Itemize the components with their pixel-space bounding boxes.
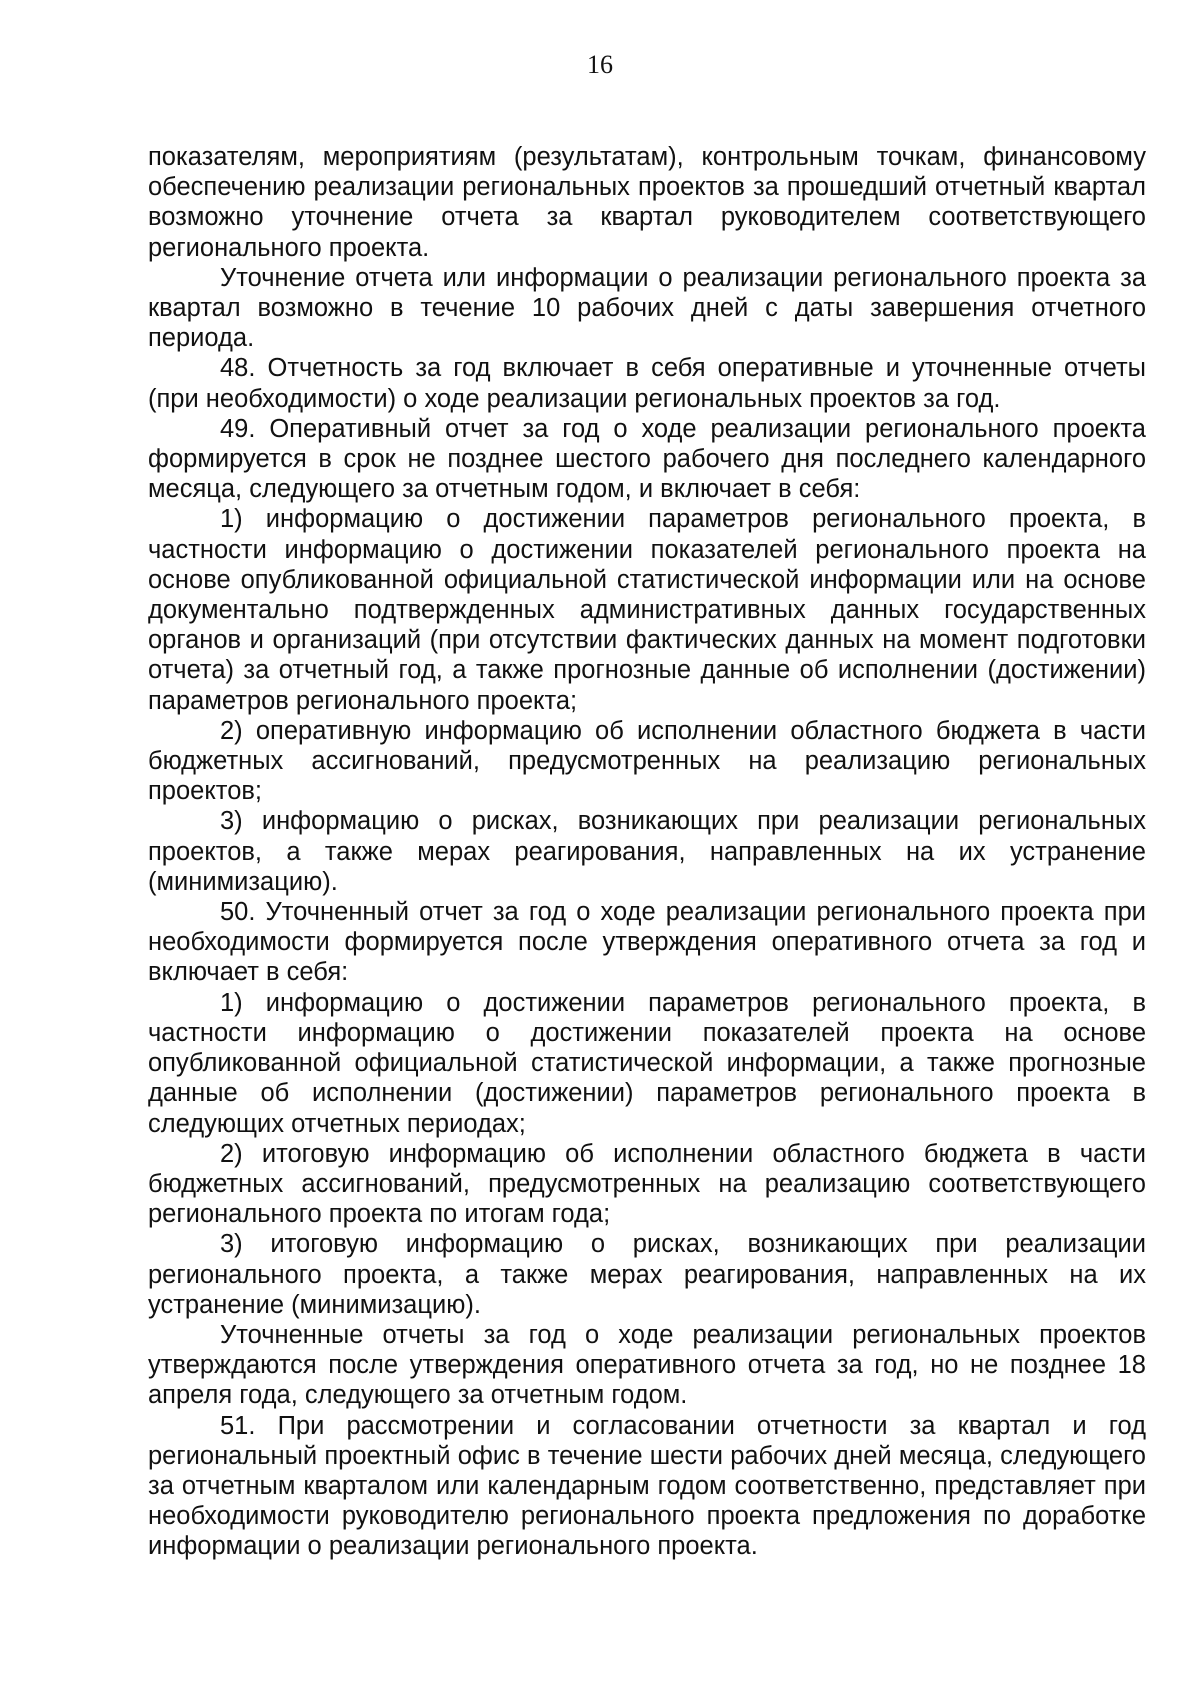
paragraph-item-48: 48. Отчетность за год включает в себя оперативные и уточненные отчеты (при необходимости) о ходе реализации региональных проектов за год.: [148, 354, 1146, 413]
page-number: 16: [587, 50, 613, 79]
paragraph-item-50: 50. Уточненный отчет за год о ходе реализации регионального проекта при необходимости формируется после утверждения оперативного отчета за год и включает в себя:: [148, 898, 1146, 987]
paragraph-item-50-sub-1: 1) информацию о достижении параметров регионального проекта, в частности информацию о достижении показателей проекта на основе опубликованной официальной статистической информации, а также прогнозные данные об исполнении (достижении) параметров регионального проекта в следующих отчетных периодах;: [148, 988, 1146, 1138]
paragraph-continuation: показателям, мероприятиям (результатам), контрольным точкам, финансовому обеспечению реализации региональных проектов за прошедший отчетный квартал возможно уточнение отчета за квартал руководителем соответствующего регионального проекта.: [148, 143, 1146, 262]
paragraph-item-51: 51. При рассмотрении и согласовании отчетности за квартал и год региональный проектный офис в течение шести рабочих дней месяца, следующего за отчетным кварталом или календарным годом соответственно, представляет при необходимости руководителю регионального проекта предложения по доработке информации о реализации регионального проекта.: [148, 1411, 1146, 1561]
paragraph-item-49-sub-1: 1) информацию о достижении параметров регионального проекта, в частности информацию о достижении показателей регионального проекта на основе опубликованной официальной статистической информации или на основе документально подтвержденных административных данных государственных органов и организаций (при отсутствии фактических данных на момент подготовки отчета) за отчетный год, а также прогнозные данные об исполнении (достижении) параметров регионального проекта;: [148, 505, 1146, 715]
paragraph-item-49: 49. Оперативный отчет за год о ходе реализации регионального проекта формируется в срок не позднее шестого рабочего дня последнего календарного месяца, следующего за отчетным годом, и включает в себя:: [148, 414, 1146, 504]
paragraph-item-49-sub-3: 3) информацию о рисках, возникающих при реализации региональных проектов, а также мерах реагирования, направленных на их устранение (минимизацию).: [148, 807, 1146, 896]
paragraph-item-49-sub-2: 2) оперативную информацию об исполнении областного бюджета в части бюджетных ассигнований, предусмотренных на реализацию региональных проектов;: [148, 716, 1146, 806]
paragraph-clarification-quarter: Уточнение отчета или информации о реализации регионального проекта за квартал возможно в течение 10 рабочих дней с даты завершения отчетного периода.: [148, 263, 1146, 353]
paragraph-item-50-sub-2: 2) итоговую информацию об исполнении областного бюджета в части бюджетных ассигнований, предусмотренных на реализацию соответствующего регионального проекта по итогам года;: [148, 1139, 1146, 1229]
paragraph-item-50-sub-3: 3) итоговую информацию о рисках, возникающих при реализации регионального проекта, а также мерах реагирования, направленных на их устранение (минимизацию).: [148, 1230, 1146, 1319]
paragraph-clarified-reports-approval: Уточненные отчеты за год о ходе реализации региональных проектов утверждаются после утверждения оперативного отчета за год, но не позднее 18 апреля года, следующего за отчетным годом.: [148, 1320, 1146, 1410]
document-body: [148, 142, 1146, 1562]
